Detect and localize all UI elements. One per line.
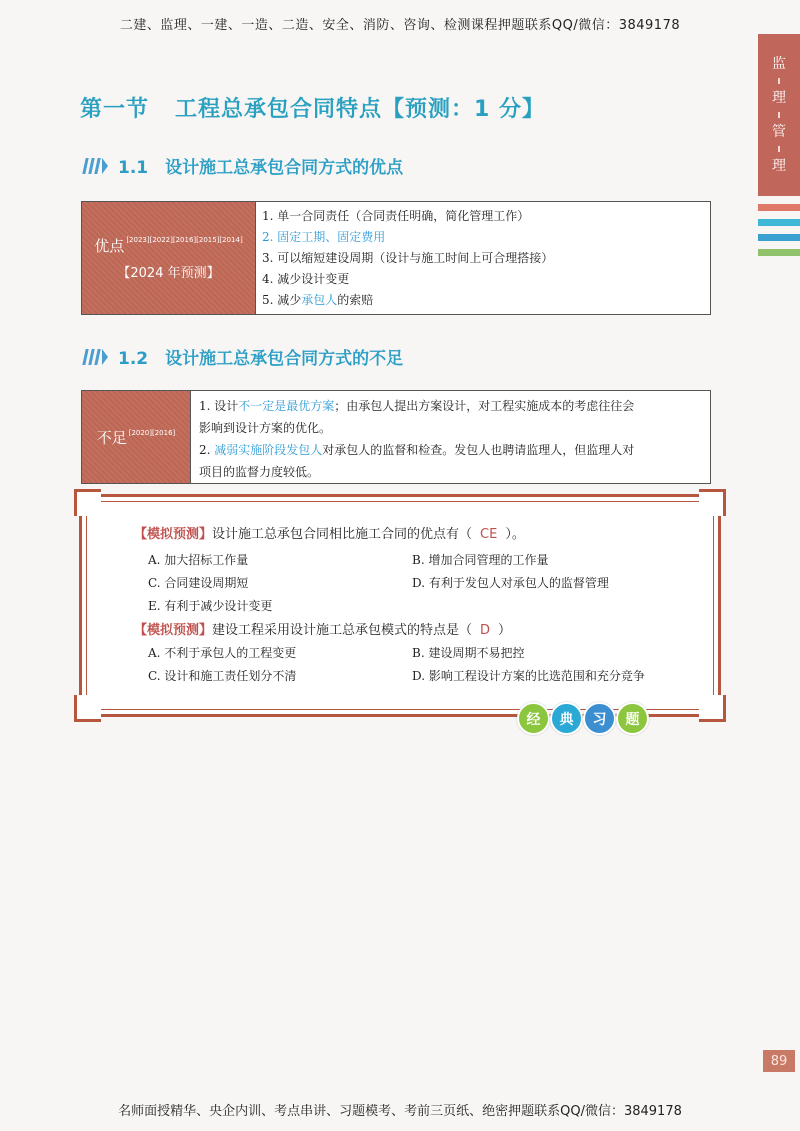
option-item: D. 影响工程设计方案的比选范围和充分竞争 xyxy=(412,669,645,683)
badge-char: 经 xyxy=(517,702,550,735)
text-span: 2. xyxy=(199,443,215,457)
classic-exercise-badges xyxy=(517,702,649,735)
option-item: C. 设计和施工责任划分不清 xyxy=(148,669,297,683)
exam-years: [2023][2022][2016][2015][2014] xyxy=(126,236,243,244)
option-item: B. 建设周期不易把控 xyxy=(412,646,525,660)
prediction-tag: 【2024 年预测】 xyxy=(117,266,220,281)
text-span: 的索赔 xyxy=(337,293,374,307)
question-text: 设计施工总承包合同相比施工合同的优点有（ xyxy=(212,527,473,542)
advantages-list xyxy=(256,202,559,314)
exam-years: [2020][2016] xyxy=(128,429,176,437)
side-tab-char: 管 xyxy=(772,124,786,140)
exercise-frame xyxy=(79,494,721,717)
badge-char: 典 xyxy=(550,702,583,735)
side-tab-char: 理 xyxy=(772,90,786,106)
text-span: 1. 设计 xyxy=(199,399,239,413)
disadvantages-header-cell xyxy=(82,391,191,483)
paragraph xyxy=(199,395,634,417)
badge-char: 习 xyxy=(583,702,616,735)
page-number: 89 xyxy=(763,1050,795,1072)
highlight-text: 减弱实施阶段发包人 xyxy=(214,443,323,457)
section-heading: 工程总承包合同特点【预测：1 分】 xyxy=(175,97,545,122)
side-tab-divider xyxy=(778,78,780,84)
subsection-title: 1.1 设计施工总承包合同方式的优点 xyxy=(118,158,404,178)
side-tab-chapter[interactable] xyxy=(758,34,800,196)
text-span: 5. 减少 xyxy=(262,293,302,307)
question-label: 【模拟预测】 xyxy=(134,527,213,542)
advantages-header-cell xyxy=(82,202,256,314)
answer-text: D xyxy=(480,623,491,638)
option-item: C. 合同建设周期短 xyxy=(148,576,249,590)
frame-corner-ornament xyxy=(699,695,726,722)
badge-char: 题 xyxy=(616,702,649,735)
disadvantages-text xyxy=(191,391,642,483)
option-item: A. 不利于承包人的工程变更 xyxy=(148,646,297,660)
side-tab-divider xyxy=(778,112,780,118)
page-header-text: 二建、监理、一建、一造、二造、安全、消防、咨询、检测课程押题联系QQ/微信：3849178 xyxy=(119,18,681,33)
list-item: 1. 单一合同责任（合同责任明确，简化管理工作） xyxy=(262,209,530,223)
bars-arrow-icon xyxy=(84,349,108,365)
option-item: E. 有利于减少设计变更 xyxy=(148,599,273,613)
list-item: 2. 固定工期、固定费用 xyxy=(262,230,386,244)
option-item: D. 有利于发包人对承包人的监督管理 xyxy=(412,576,609,590)
side-tab-divider xyxy=(778,146,780,152)
text-span: ；由承包人提出方案设计，对工程实施成本的考虑往往会 xyxy=(334,399,635,413)
highlight-text: 承包人 xyxy=(301,293,338,307)
answer-text: CE xyxy=(480,527,498,542)
frame-corner-ornament xyxy=(74,489,101,516)
side-color-stripe xyxy=(758,219,800,226)
highlight-text: 不一定是最优方案 xyxy=(238,399,335,413)
text-span: ）。 xyxy=(505,527,525,542)
side-color-stripe xyxy=(758,234,800,241)
text-span: ） xyxy=(498,623,512,638)
frame-corner-ornament xyxy=(74,695,101,722)
option-item: B. 增加合同管理的工作量 xyxy=(412,553,549,567)
question-text: 建设工程采用设计施工总承包模式的特点是（ xyxy=(212,623,473,638)
question-1 xyxy=(134,523,525,542)
section-title xyxy=(80,92,545,123)
side-color-stripe xyxy=(758,204,800,211)
paragraph-line: 影响到设计方案的优化。 xyxy=(199,421,332,435)
subsection-heading xyxy=(84,153,403,178)
page-footer-text: 名师面授精华、央企内训、考点串讲、习题模考、考前三页纸、绝密押题联系QQ/微信：3849178 xyxy=(118,1104,682,1119)
bars-arrow-icon xyxy=(84,158,108,174)
advantages-label: 优点 xyxy=(94,237,125,255)
question-label: 【模拟预测】 xyxy=(134,623,213,638)
paragraph-line: 项目的监督力度较低。 xyxy=(199,465,320,479)
question-2 xyxy=(134,619,511,638)
disadvantages-table xyxy=(81,390,711,484)
side-tab-char: 理 xyxy=(772,158,786,174)
side-tab-char: 监 xyxy=(772,56,786,72)
disadvantages-label: 不足 xyxy=(96,428,127,447)
list-item xyxy=(262,290,553,311)
section-label: 第一节 xyxy=(80,97,150,122)
list-item: 3. 可以缩短建设周期（设计与施工时间上可合理搭接） xyxy=(262,251,554,265)
option-item: A. 加大招标工作量 xyxy=(148,553,249,567)
advantages-table xyxy=(81,201,711,315)
frame-corner-ornament xyxy=(699,489,726,516)
subsection-heading xyxy=(84,344,403,369)
list-item: 4. 减少设计变更 xyxy=(262,272,350,286)
text-span: 对承包人的监督和检查。发包人也聘请监理人，但监理人对 xyxy=(322,443,635,457)
subsection-title: 1.2 设计施工总承包合同方式的不足 xyxy=(118,349,404,369)
paragraph xyxy=(199,439,634,461)
side-color-stripe xyxy=(758,249,800,256)
